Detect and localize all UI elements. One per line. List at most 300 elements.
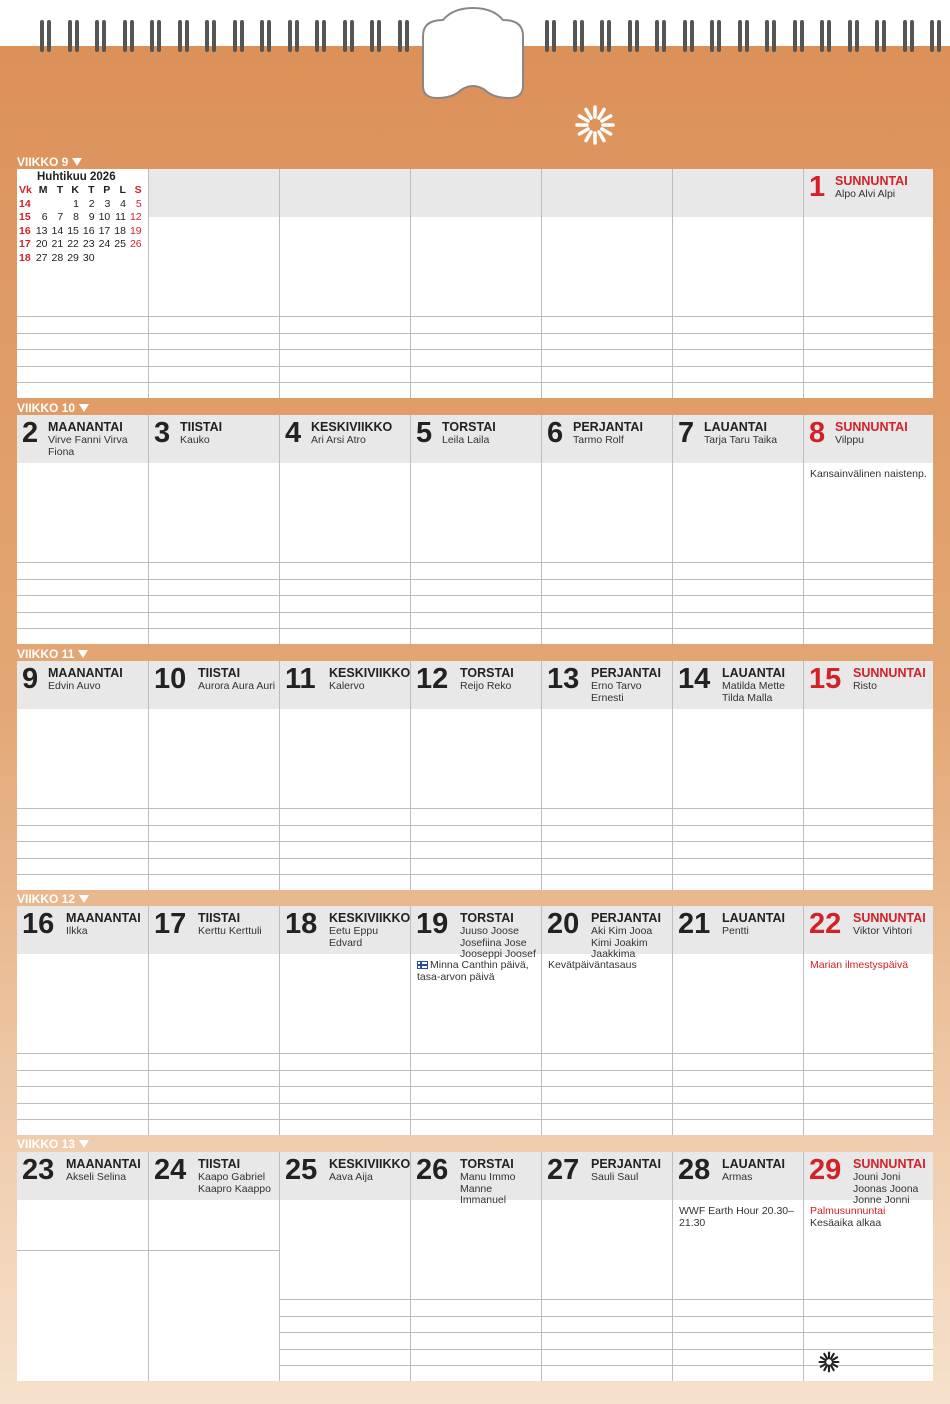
binding-ring: [68, 20, 72, 52]
week-row: [17, 415, 933, 644]
mini-calendar-heading: K: [71, 184, 79, 196]
day-number: 24: [154, 1154, 187, 1186]
writing-line: [411, 825, 541, 826]
writing-line: [280, 1053, 410, 1054]
mini-calendar-day: [97, 252, 113, 266]
day-number: 8: [809, 417, 826, 449]
day-cell[interactable]: [803, 415, 933, 644]
sunburst-ray: [586, 109, 591, 118]
day-name: LAUANTAI: [722, 1157, 785, 1171]
writing-line: [542, 1349, 672, 1350]
writing-line: [804, 366, 933, 367]
binding-ring: [683, 20, 687, 52]
day-cell[interactable]: [672, 169, 803, 398]
week-label-text: VIIKKO 13: [17, 1137, 76, 1151]
writing-line: [280, 825, 410, 826]
day-cell[interactable]: [148, 906, 279, 1135]
writing-line: [17, 612, 148, 613]
writing-line: [804, 562, 933, 563]
writing-line: [673, 595, 803, 596]
mini-calendar-day: 27: [35, 251, 48, 264]
day-cell[interactable]: [148, 169, 279, 398]
writing-line: [673, 1349, 803, 1350]
name-days: Edvin Auvo: [48, 680, 101, 692]
binding-ring: [937, 20, 941, 52]
holiday-text: Marian ilmestyspäivä: [810, 959, 909, 971]
writing-line: [280, 841, 410, 842]
mini-calendar-title: Huhtikuu 2026: [37, 171, 116, 183]
mini-calendar-header: [19, 184, 144, 198]
day-number: 29: [809, 1154, 842, 1186]
binding-ring: [350, 20, 354, 52]
binding-ring: [343, 20, 347, 52]
day-cell[interactable]: [148, 1152, 279, 1381]
name-days: Kaapo Gabriel Kaapro Kaappo: [198, 1171, 271, 1195]
day-header: [804, 169, 933, 217]
writing-line: [804, 1316, 933, 1317]
mini-calendar-day: 28: [51, 251, 64, 264]
name-days: Leila Laila: [442, 434, 490, 446]
binding-ring: [607, 20, 611, 52]
day-cell[interactable]: [279, 1152, 410, 1381]
binding-ring: [772, 20, 776, 52]
day-number: 16: [22, 908, 55, 940]
binding-ring: [655, 20, 659, 52]
day-header: [149, 1152, 279, 1200]
day-header: [673, 415, 803, 463]
sunburst-small-icon: [818, 1351, 840, 1373]
writing-line: [673, 825, 803, 826]
writing-line: [804, 579, 933, 580]
week-row: [17, 169, 933, 398]
writing-line: [17, 1103, 148, 1104]
writing-line: [17, 316, 148, 317]
week-label: [17, 155, 82, 169]
mini-calendar-week: [19, 252, 144, 266]
day-cell[interactable]: [410, 661, 541, 890]
day-number: 11: [285, 663, 316, 695]
day-cell[interactable]: [279, 415, 410, 644]
day-cell[interactable]: [672, 1152, 803, 1381]
week-row: [17, 906, 933, 1135]
day-number: 25: [285, 1154, 318, 1186]
mini-calendar-day: 4: [120, 197, 126, 210]
day-cell[interactable]: [672, 661, 803, 890]
day-cell[interactable]: [541, 661, 672, 890]
mini-calendar-week: [19, 211, 144, 225]
name-days: Alpo Alvi Alpi: [835, 188, 896, 200]
writing-line: [280, 1332, 410, 1333]
writing-line: [411, 858, 541, 859]
name-days: Tarja Taru Taika: [704, 434, 778, 446]
day-cell[interactable]: [803, 906, 933, 1135]
writing-line: [673, 1103, 803, 1104]
day-number: 6: [547, 417, 564, 449]
day-cell[interactable]: [279, 906, 410, 1135]
day-name: KESKIVIIKKO: [311, 420, 393, 434]
writing-line: [411, 595, 541, 596]
day-name: PERJANTAI: [573, 420, 643, 434]
binding-ring: [710, 20, 714, 52]
day-header: [804, 415, 933, 463]
day-name: KESKIVIIKKO: [329, 911, 411, 925]
mini-calendar-day: 29: [67, 251, 79, 264]
day-cell[interactable]: [803, 661, 933, 890]
writing-line: [673, 349, 803, 350]
day-header: [149, 661, 279, 709]
sunburst-ray: [832, 1364, 837, 1367]
writing-line: [673, 1316, 803, 1317]
writing-line: [542, 1103, 672, 1104]
triangle-down-icon: [79, 1140, 89, 1148]
mini-calendar-heading: S: [134, 184, 142, 196]
day-cell[interactable]: [541, 169, 672, 398]
writing-line: [411, 579, 541, 580]
writing-line: [17, 841, 148, 842]
binding-ring: [157, 20, 161, 52]
day-cell[interactable]: [17, 1152, 148, 1381]
name-days: Manu Immo Manne Immanuel: [460, 1171, 516, 1206]
writing-line: [542, 612, 672, 613]
writing-line: [280, 316, 410, 317]
binding-ring: [322, 20, 326, 52]
writing-line: [804, 825, 933, 826]
mini-calendar-day: 15: [19, 211, 31, 223]
day-header: [804, 906, 933, 954]
day-number: 15: [809, 663, 842, 695]
writing-line: [17, 382, 148, 383]
mini-calendar-day: 12: [129, 211, 142, 223]
day-number: 10: [154, 663, 187, 695]
name-days: Viktor Vihtori: [853, 925, 913, 937]
writing-line: [673, 628, 803, 629]
mini-calendar-day: 20: [35, 238, 48, 250]
binding-ring: [635, 20, 639, 52]
day-cell[interactable]: [410, 415, 541, 644]
writing-line: [411, 1365, 541, 1366]
mini-calendar-day: 17: [19, 238, 31, 250]
binding-ring: [628, 20, 632, 52]
writing-line: [149, 1119, 279, 1120]
writing-line: [411, 1349, 541, 1350]
writing-line: [411, 1053, 541, 1054]
week-label-text: VIIKKO 10: [17, 401, 76, 415]
writing-line: [280, 1070, 410, 1071]
writing-line: [17, 1053, 148, 1054]
day-cell[interactable]: [541, 415, 672, 644]
mini-calendar-day: 17: [98, 224, 111, 237]
writing-line: [149, 628, 279, 629]
writing-line: [542, 1053, 672, 1054]
writing-line: [280, 1349, 410, 1350]
sunburst-ray: [579, 116, 588, 121]
week-label: [17, 1137, 89, 1151]
day-cell[interactable]: [410, 1152, 541, 1381]
writing-line: [149, 316, 279, 317]
writing-line: [280, 874, 410, 875]
writing-line: [673, 579, 803, 580]
writing-line: [673, 874, 803, 875]
sunburst-ray: [586, 132, 591, 141]
day-number: 2: [22, 417, 39, 449]
day-number: 4: [285, 417, 302, 449]
day-cell[interactable]: [541, 906, 672, 1135]
binding-ring: [178, 20, 182, 52]
writing-line: [17, 333, 148, 334]
event-text: Minna Canthin päivä, tasa-arvon päivä: [417, 959, 529, 983]
day-cell[interactable]: [541, 1152, 672, 1381]
day-header: [542, 1152, 672, 1200]
day-number: 26: [416, 1154, 449, 1186]
binding-ring: [260, 20, 264, 52]
day-header: [542, 415, 672, 463]
day-header: [17, 1152, 148, 1200]
day-name: TORSTAI: [460, 911, 514, 925]
week-label-text: VIIKKO 12: [17, 892, 76, 906]
binding-ring: [738, 20, 742, 52]
writing-line: [149, 366, 279, 367]
mini-calendar-day: [128, 252, 144, 266]
writing-line: [673, 382, 803, 383]
day-name: PERJANTAI: [591, 911, 661, 925]
holiday-text: Palmusunnuntai: [810, 1205, 886, 1217]
mini-calendar-day: 2: [88, 197, 95, 210]
writing-line: [673, 1119, 803, 1120]
day-cell[interactable]: [803, 1152, 933, 1381]
writing-line: [411, 1332, 541, 1333]
writing-line: [149, 333, 279, 334]
day-header: [280, 661, 410, 709]
writing-line: [673, 333, 803, 334]
day-name: MAANANTAI: [66, 1157, 141, 1171]
day-cell[interactable]: [17, 906, 148, 1135]
day-cell[interactable]: [279, 169, 410, 398]
mini-calendar-day: 19: [129, 224, 142, 237]
binding-ring: [827, 20, 831, 52]
day-cell[interactable]: [410, 906, 541, 1135]
mini-calendar-day: 16: [19, 224, 31, 237]
binding-ring: [102, 20, 106, 52]
day-cell[interactable]: [803, 169, 933, 398]
name-days: Matilda Mette Tilda Malla: [722, 680, 786, 704]
name-days: Virve Fanni Virva Fiona: [48, 434, 128, 458]
writing-line: [280, 333, 410, 334]
day-number: 3: [154, 417, 171, 449]
writing-line: [149, 595, 279, 596]
mini-calendar-heading: M: [38, 184, 48, 196]
mini-calendar-day: 7: [57, 211, 64, 223]
writing-line: [280, 1119, 410, 1120]
day-header: [411, 1152, 541, 1206]
name-days: Vilppu: [835, 434, 864, 446]
writing-line: [280, 595, 410, 596]
day-name: LAUANTAI: [722, 666, 785, 680]
writing-line: [542, 366, 672, 367]
writing-line: [280, 628, 410, 629]
writing-line: [149, 612, 279, 613]
writing-line: [411, 333, 541, 334]
day-number: 21: [678, 908, 711, 940]
binding-ring: [47, 20, 51, 52]
mini-calendar-day: 22: [67, 238, 79, 250]
day-cell[interactable]: [410, 169, 541, 398]
writing-line: [411, 628, 541, 629]
day-name: LAUANTAI: [704, 420, 767, 434]
writing-line: [542, 579, 672, 580]
mini-calendar-day: 14: [19, 197, 31, 210]
writing-line: [17, 366, 148, 367]
mini-calendar-week: [19, 238, 144, 252]
day-name: SUNNUNTAI: [853, 666, 926, 680]
writing-line: [17, 1086, 148, 1087]
mini-calendar-day: 8: [73, 211, 79, 223]
writing-line: [411, 562, 541, 563]
day-cell[interactable]: [17, 169, 148, 398]
day-cell[interactable]: [672, 906, 803, 1135]
writing-line: [149, 808, 279, 809]
writing-line: [673, 316, 803, 317]
writing-line: [280, 382, 410, 383]
writing-line: [673, 808, 803, 809]
name-days: Jouni Joni Joonas Joona Jonne Jonni: [853, 1171, 919, 1206]
week-label: [17, 401, 89, 415]
sunburst-ray: [831, 1354, 834, 1359]
writing-line: [149, 825, 279, 826]
name-days: Risto: [853, 680, 877, 692]
writing-line: [673, 1332, 803, 1333]
writing-line: [804, 841, 933, 842]
writing-line: [542, 1299, 672, 1300]
day-cell[interactable]: [279, 661, 410, 890]
writing-line: [17, 808, 148, 809]
binding-ring: [930, 20, 934, 52]
day-number: 9: [22, 663, 39, 695]
triangle-down-icon: [79, 895, 89, 903]
name-days: Kalervo: [329, 680, 365, 692]
week-label-text: VIIKKO 9: [17, 155, 69, 169]
finnish-flag-icon: [417, 961, 428, 969]
name-days: Reijo Reko: [460, 680, 512, 692]
day-name: MAANANTAI: [48, 666, 123, 680]
day-number: 19: [416, 908, 449, 940]
day-header: [804, 1152, 933, 1206]
writing-line: [149, 1086, 279, 1087]
binding-ring: [95, 20, 99, 52]
writing-line: [804, 808, 933, 809]
writing-line: [804, 858, 933, 859]
binding-ring: [205, 20, 209, 52]
mini-calendar-heading: L: [119, 184, 126, 196]
writing-line: [17, 349, 148, 350]
day-name: SUNNUNTAI: [835, 174, 908, 188]
sunburst-ray: [824, 1354, 827, 1359]
day-header: [411, 415, 541, 463]
day-cell[interactable]: [148, 661, 279, 890]
day-cell[interactable]: [17, 415, 148, 644]
brand: [574, 104, 628, 146]
writing-line: [542, 382, 672, 383]
binding-ring: [820, 20, 824, 52]
writing-line: [280, 579, 410, 580]
day-name: TORSTAI: [442, 420, 496, 434]
day-header: [673, 661, 803, 709]
writing-line: [149, 1070, 279, 1071]
day-name: PERJANTAI: [591, 666, 661, 680]
writing-line: [804, 349, 933, 350]
writing-line: [149, 1103, 279, 1104]
day-cell[interactable]: [672, 415, 803, 644]
binding-ring: [875, 20, 879, 52]
writing-line: [17, 595, 148, 596]
mini-calendar-heading: T: [88, 184, 95, 196]
writing-line: [17, 562, 148, 563]
day-name: TORSTAI: [460, 1157, 514, 1171]
writing-line: [411, 1070, 541, 1071]
binding-ring: [573, 20, 577, 52]
writing-line: [149, 874, 279, 875]
writing-line: [542, 1119, 672, 1120]
writing-line: [673, 841, 803, 842]
day-number: 7: [678, 417, 695, 449]
binding-ring: [545, 20, 549, 52]
day-name: MAANANTAI: [48, 420, 123, 434]
day-cell[interactable]: [148, 415, 279, 644]
writing-line: [542, 1332, 672, 1333]
day-cell[interactable]: [17, 661, 148, 890]
day-name: KESKIVIIKKO: [329, 666, 411, 680]
mini-calendar-day: 1: [73, 197, 79, 210]
day-header: [280, 415, 410, 463]
writing-line: [542, 841, 672, 842]
binding-ring: [150, 20, 154, 52]
binding-ring: [398, 20, 402, 52]
writing-line: [411, 1316, 541, 1317]
writing-line: [17, 858, 148, 859]
binding-ring: [848, 20, 852, 52]
day-name: TIISTAI: [198, 911, 241, 925]
writing-line: [804, 1119, 933, 1120]
name-days: Akseli Selina: [66, 1171, 127, 1183]
day-header: [673, 906, 803, 954]
mini-calendar-day: [50, 198, 66, 212]
binding-ring: [580, 20, 584, 52]
sunburst-logo-icon: [574, 104, 616, 146]
name-days: Sauli Saul: [591, 1171, 639, 1183]
sunburst-ray: [579, 129, 588, 134]
binding-ring: [793, 20, 797, 52]
binding-ring: [745, 20, 749, 52]
mini-calendar-heading: Vk: [19, 184, 32, 196]
writing-line: [17, 874, 148, 875]
writing-line: [149, 562, 279, 563]
binding-ring: [765, 20, 769, 52]
day-header-empty: [673, 169, 803, 217]
writing-line: [673, 1299, 803, 1300]
binding-ring: [882, 20, 886, 52]
writing-line: [542, 595, 672, 596]
day-number: 17: [154, 908, 187, 940]
day-number: 1: [809, 171, 826, 203]
mini-calendar-day: 13: [35, 224, 48, 237]
ajasto-logo: [818, 1351, 843, 1373]
writing-line: [673, 1086, 803, 1087]
writing-line: [804, 595, 933, 596]
day-header: [149, 906, 279, 954]
day-number: 14: [678, 663, 711, 695]
writing-line: [411, 1119, 541, 1120]
writing-line: [542, 1086, 672, 1087]
day-header-empty: [542, 169, 672, 217]
